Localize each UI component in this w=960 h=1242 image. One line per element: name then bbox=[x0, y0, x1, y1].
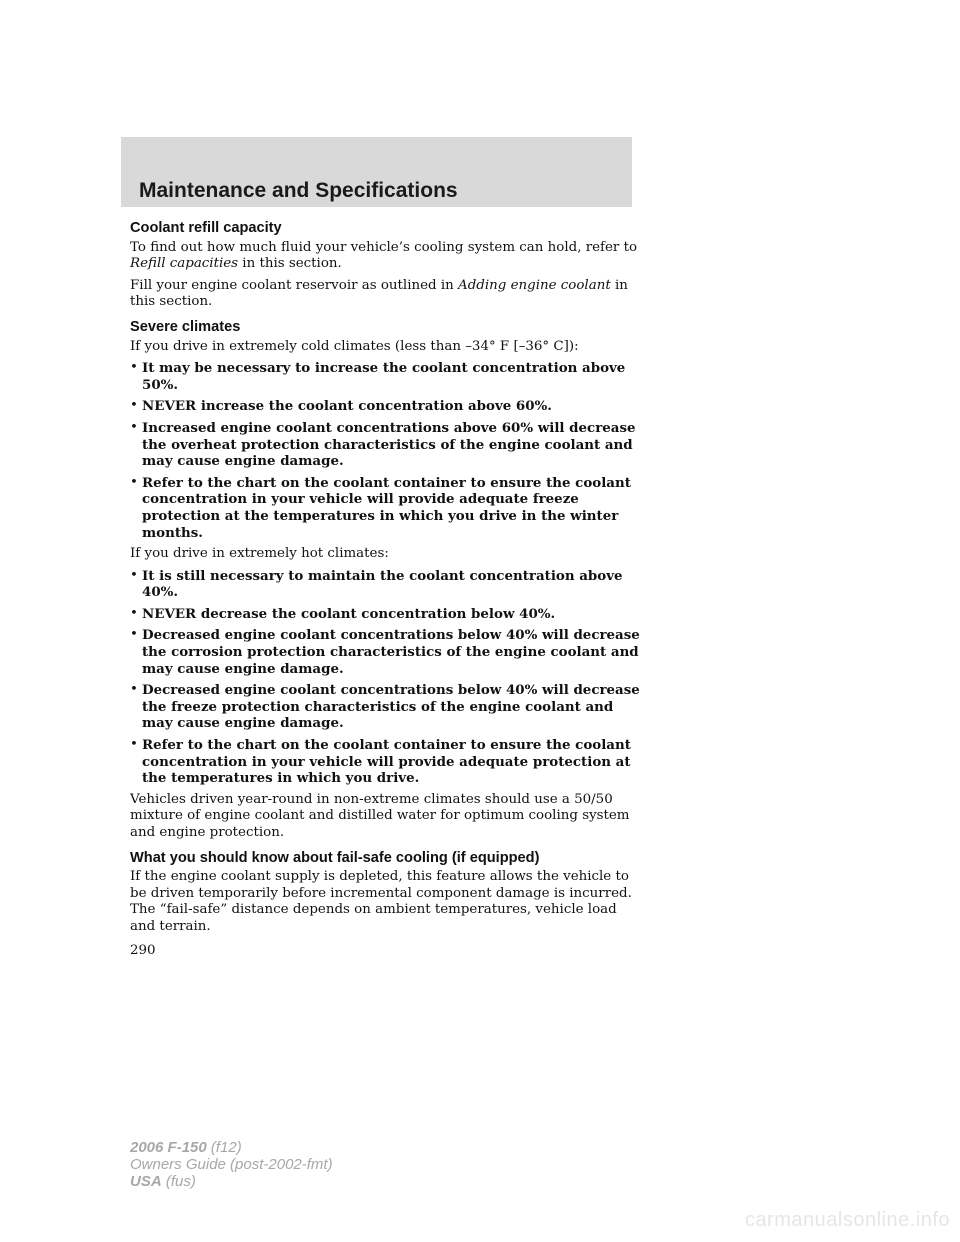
bullet-item bbox=[130, 475, 640, 541]
bullet-item bbox=[130, 606, 640, 623]
cold-climate-bullet-list bbox=[130, 360, 640, 541]
text: in this section. bbox=[130, 277, 628, 310]
bullet-icon: • bbox=[130, 474, 138, 490]
text: Fill your engine coolant reservoir as outlined in bbox=[130, 277, 459, 293]
footer-line-model bbox=[130, 1139, 333, 1156]
footer-line-guide: Owners Guide (post-2002-fmt) bbox=[130, 1156, 333, 1173]
text: To find out how much fluid your vehicle’s cooling system can hold, refer to bbox=[130, 239, 638, 255]
bullet-text: Increased engine coolant concentrations above 60% will decrease the overheat protection characteristics of the engine coolant and may cause engine damage. bbox=[142, 419, 636, 470]
bullet-item bbox=[130, 360, 640, 393]
footer-model-code: (f12) bbox=[206, 1139, 242, 1156]
bullet-text: Refer to the chart on the coolant container to ensure the coolant concentration in your vehicle will provide adequate protection at the temperatures in which you drive. bbox=[142, 737, 631, 787]
reference-refill-capacities: Refill capacities bbox=[130, 256, 239, 272]
bullet-item bbox=[130, 682, 640, 732]
bullet-icon: • bbox=[130, 627, 138, 643]
section-title: Maintenance and Specifications bbox=[139, 179, 458, 202]
footer-market-code: (fus) bbox=[161, 1173, 196, 1190]
bullet-item bbox=[130, 627, 640, 677]
paragraph-non-extreme-climates: Vehicles driven year-round in non-extreme climates should use a 50/50 mixture of engine coolant and distilled water for optimum cooling system and engine protection. bbox=[130, 791, 630, 840]
bullet-icon: • bbox=[130, 398, 138, 414]
footer-line-market bbox=[130, 1173, 333, 1190]
heading-coolant-refill-capacity: Coolant refill capacity bbox=[130, 220, 282, 236]
bullet-text: It is still necessary to maintain the coolant concentration above 40%. bbox=[142, 567, 623, 601]
bullet-icon: • bbox=[130, 682, 138, 698]
bullet-item bbox=[130, 568, 640, 601]
bullet-icon: • bbox=[130, 605, 138, 621]
bullet-icon: • bbox=[130, 567, 138, 583]
bullet-icon: • bbox=[130, 360, 138, 376]
page-number: 290 bbox=[130, 943, 156, 958]
bullet-text: NEVER increase the coolant concentration above 60%. bbox=[142, 398, 552, 415]
bullet-item bbox=[130, 420, 640, 470]
heading-fail-safe-cooling: What you should know about fail-safe cooling (if equipped) bbox=[130, 849, 540, 866]
heading-severe-climates: Severe climates bbox=[130, 318, 241, 335]
bullet-text: NEVER decrease the coolant concentration below 40%. bbox=[142, 605, 556, 622]
bullet-text: Decreased engine coolant concentrations below 40% will decrease the corrosion protection characteristics of the engine coolant and may cause engine damage. bbox=[142, 627, 640, 677]
bullet-text: Decreased engine coolant concentrations below 40% will decrease the freeze protection characteristics of the engine coolant and may cause engine damage. bbox=[142, 682, 640, 732]
paragraph-fail-safe: If the engine coolant supply is depleted, this feature allows the vehicle to be driven temporarily before incremental component damage is incurred. The “fail-safe” distance depends on ambient temperatures, vehicle load and terrain. bbox=[130, 869, 632, 934]
reference-adding-engine-coolant: Adding engine coolant bbox=[458, 277, 611, 293]
paragraph-fill-reservoir bbox=[130, 278, 640, 311]
bullet-icon: • bbox=[130, 419, 138, 435]
bullet-item bbox=[130, 398, 640, 415]
bullet-text: Refer to the chart on the coolant container to ensure the coolant concentration in your vehicle will provide adequate freeze protection at the temperatures in which you drive in the winter months. bbox=[142, 474, 631, 541]
watermark: carmanualsonline.info bbox=[744, 1209, 950, 1231]
document-footer bbox=[130, 1139, 333, 1190]
paragraph-refill-capacities bbox=[130, 240, 640, 273]
footer-market: USA bbox=[130, 1173, 162, 1190]
bullet-icon: • bbox=[130, 737, 138, 753]
paragraph-hot-climates: If you drive in extremely hot climates: bbox=[130, 546, 389, 562]
footer-model: 2006 F-150 bbox=[130, 1139, 207, 1156]
hot-climate-bullet-list bbox=[130, 568, 640, 787]
page-content bbox=[130, 220, 640, 941]
paragraph-cold-climates: If you drive in extremely cold climates (less than –34° F [–36° C]): bbox=[130, 338, 579, 354]
bullet-text: It may be necessary to increase the coolant concentration above 50%. bbox=[142, 360, 626, 393]
text: in this section. bbox=[238, 256, 342, 272]
bullet-item bbox=[130, 737, 640, 787]
